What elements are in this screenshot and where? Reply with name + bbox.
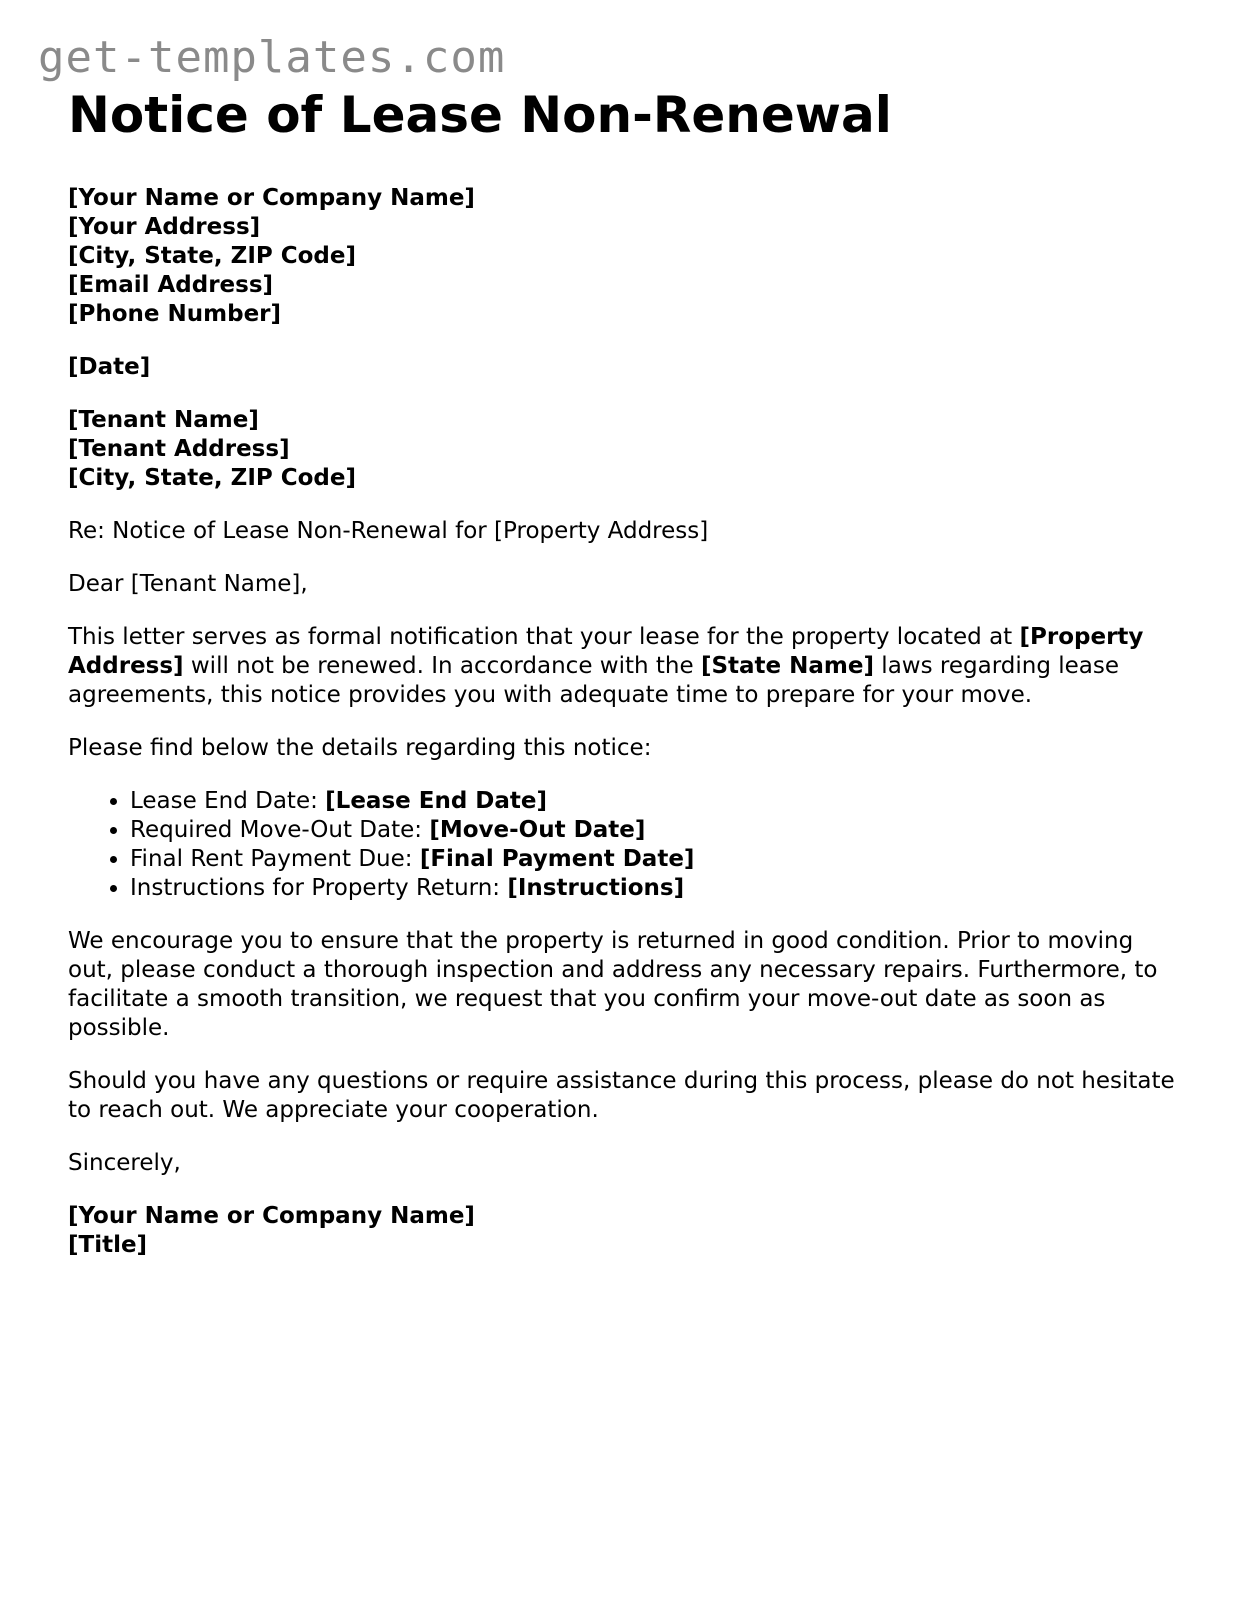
sender-email: [Email Address] [68, 272, 274, 298]
detail-label: Required Move-Out Date: [130, 817, 430, 843]
sender-address: [Your Address] [68, 214, 261, 240]
sender-block [68, 184, 1180, 329]
paragraph-questions: Should you have any questions or require assistance during this process, please do not hesitate to reach out. We appreciate your cooperation. [68, 1068, 1175, 1123]
list-item [130, 845, 1180, 874]
detail-label: Final Rent Payment Due: [130, 846, 420, 872]
paragraph-text: This letter serves as formal notification that your lease for the property located at [68, 624, 1020, 650]
detail-label: Lease End Date: [130, 788, 326, 814]
signature-name: [Your Name or Company Name] [68, 1203, 475, 1229]
paragraph-notification [68, 623, 1180, 710]
paragraph-text: laws regarding lease agreements, this notice provides you with adequate time to prepare for your move. [68, 653, 1119, 708]
state-name-field: [State Name] [700, 653, 874, 679]
paragraph-condition: We encourage you to ensure that the property is returned in good condition. Prior to moving out, please conduct a thorough inspection and address any necessary repairs. Furthermore, to facilitate a smooth transition, we request that you confirm your move-out date as soon as possible. [68, 928, 1158, 1041]
letter-body [68, 82, 1180, 1284]
salutation: Dear [Tenant Name], [68, 571, 308, 597]
recipient-block [68, 406, 1180, 493]
recipient-address: [Tenant Address] [68, 436, 290, 462]
recipient-name: [Tenant Name] [68, 407, 259, 433]
detail-value: [Instructions] [507, 875, 685, 901]
sender-city: [City, State, ZIP Code] [68, 243, 356, 269]
detail-label: Instructions for Property Return: [130, 875, 508, 901]
closing: Sincerely, [68, 1150, 181, 1176]
date-block [68, 353, 1180, 382]
detail-value: [Move-Out Date] [429, 817, 646, 843]
re-line: Re: Notice of Lease Non-Renewal for [Property Address] [68, 518, 709, 544]
list-item [130, 874, 1180, 903]
list-item [130, 816, 1180, 845]
watermark: get-templates.com [38, 32, 506, 83]
detail-value: [Final Payment Date] [419, 846, 695, 872]
list-item [130, 787, 1180, 816]
signature-title: [Title] [68, 1232, 148, 1258]
letter-date: [Date] [68, 354, 151, 380]
paragraph-text: will not be renewed. In accordance with the [183, 653, 701, 679]
page-title: Notice of Lease Non-Renewal [68, 86, 892, 144]
details-intro: Please find below the details regarding this notice: [68, 735, 652, 761]
property-address-field: [Property Address] [68, 624, 1144, 679]
details-list [68, 787, 1180, 903]
recipient-city: [City, State, ZIP Code] [68, 465, 356, 491]
sender-phone: [Phone Number] [68, 301, 282, 327]
detail-value: [Lease End Date] [325, 788, 548, 814]
sender-name: [Your Name or Company Name] [68, 185, 475, 211]
signature-block [68, 1202, 1180, 1260]
